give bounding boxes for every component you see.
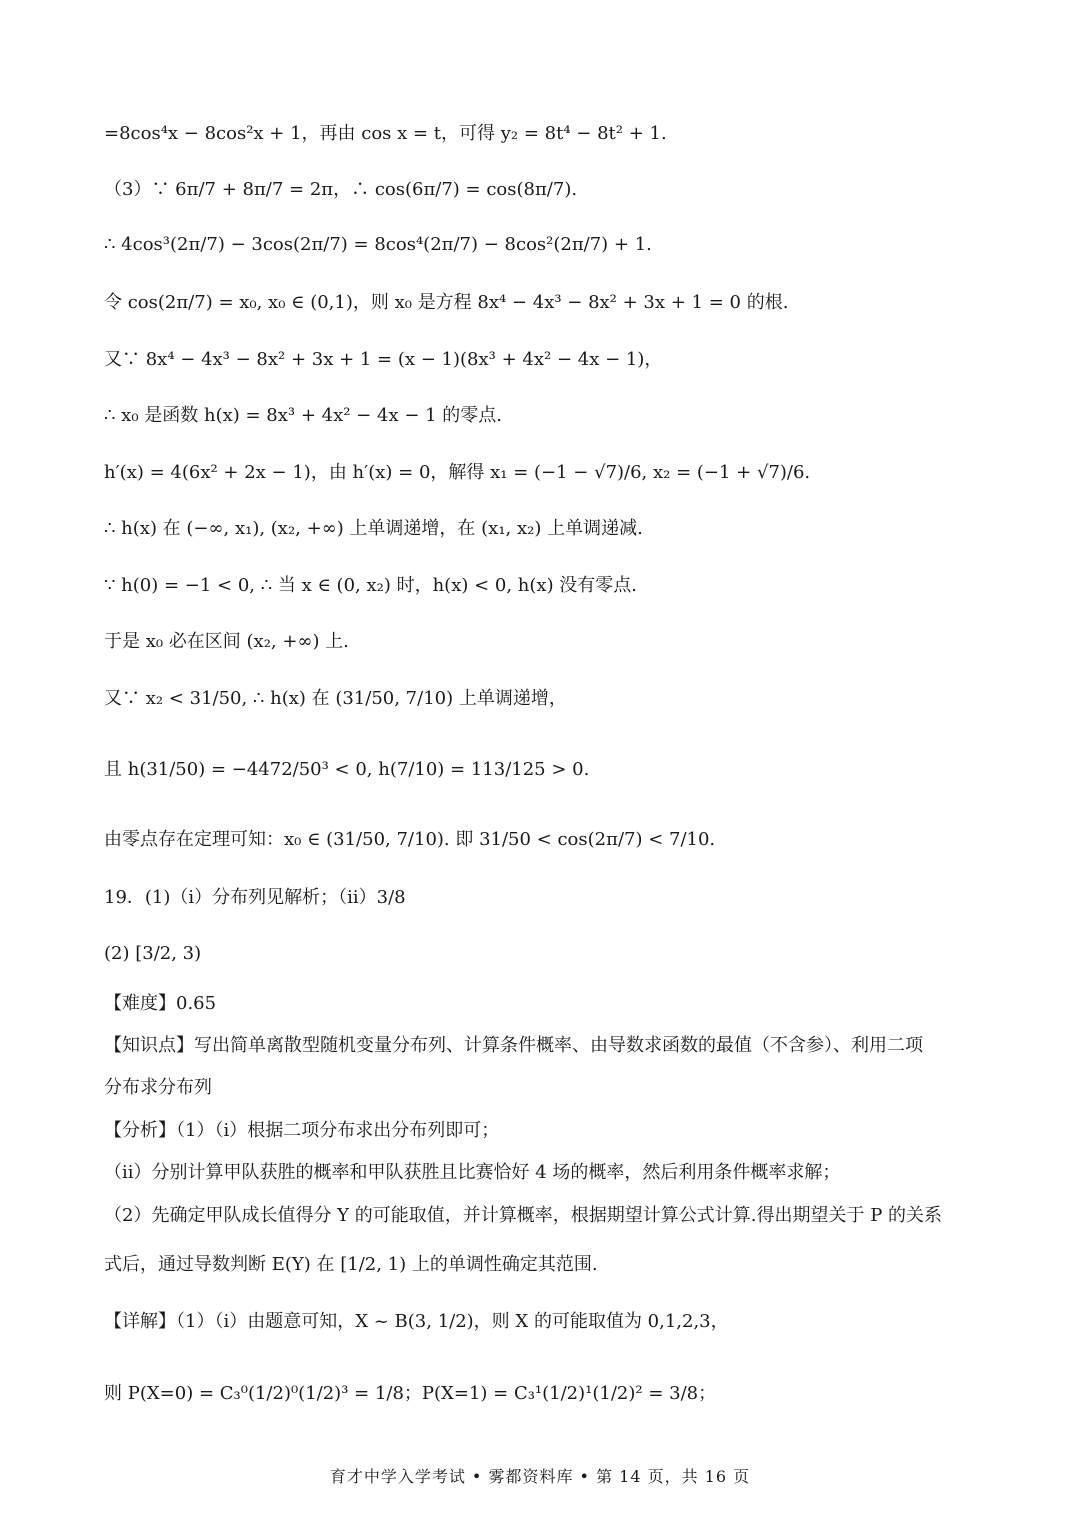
text-line: （3）∵ 6π/7 + 8π/7 = 2π，∴ cos(6π/7) = cos(8π/7). [104,179,578,200]
text-line: 又∵ 8x⁴ − 4x³ − 8x² + 3x + 1 = (x − 1)(8x³ + 4x² − 4x − 1)， [104,349,663,370]
text-line: (2) [3/2, 3) [104,942,202,964]
text-line: 【分析】（1）（i）根据二项分布求出分布列即可； [104,1120,500,1141]
text-line: ∴ x₀ 是函数 h(x) = 8x³ + 4x² − 4x − 1 的零点. [104,405,503,426]
page-footer [0,1460,1080,1490]
text-line: 【详解】（1）（i）由题意可知，X ~ B(3, 1/2)，则 X 的可能取值为 0,1,2,3， [104,1311,729,1332]
text-line: 【难度】0.65 [104,993,217,1014]
text-line: 于是 x₀ 必在区间 (x₂, +∞) 上. [104,631,349,652]
text-line: （2）先确定甲队成长值得分 Y 的可能取值，并计算概率，根据期望计算公式计算.得出期望关于 P 的关系 [104,1205,943,1226]
text-line: 分布求分布列 [104,1077,212,1098]
text-line: ∴ h(x) 在 (−∞, x₁), (x₂, +∞) 上单调递增，在 (x₁, x₂) 上单调递减. [104,518,643,539]
text-line: ∴ 4cos³(2π/7) − 3cos(2π/7) = 8cos⁴(2π/7) − 8cos²(2π/7) + 1. [104,233,652,255]
text-line: h′(x) = 4(6x² + 2x − 1)，由 h′(x) = 0，解得 x₁ = (−1 − √7)/6, x₂ = (−1 + √7)/6. [104,462,811,483]
text-line: （ii）分别计算甲队获胜的概率和甲队获胜且比赛恰好 4 场的概率，然后利用条件概率求解； [104,1162,841,1183]
text-line: 令 cos(2π/7) = x₀, x₀ ∈ (0,1)，则 x₀ 是方程 8x⁴ − 4x³ − 8x² + 3x + 1 = 0 的根. [104,292,789,313]
text-line: 由零点存在定理可知：x₀ ∈ (31/50, 7/10). 即 31/50 < cos(2π/7) < 7/10. [104,829,716,850]
text-line: 式后，通过导数判断 E(Y) 在 [1/2, 1) 上的单调性确定其范围. [104,1254,598,1275]
text-line: =8cos⁴x − 8cos²x + 1，再由 cos x = t，可得 y₂ = 8t⁴ − 8t² + 1. [104,123,667,144]
text-line: 又∵ x₂ < 31/50, ∴ h(x) 在 (31/50, 7/10) 上单调递增， [104,688,567,709]
text-line: 则 P(X=0) = C₃⁰(1/2)⁰(1/2)³ = 1/8；P(X=1) = C₃¹(1/2)¹(1/2)² = 3/8； [104,1383,717,1404]
text-line: 且 h(31/50) = −4472/50³ < 0, h(7/10) = 113/125 > 0. [104,759,590,780]
footer-text: 育才中学入学考试 • 雾都资料库 • 第 14 页，共 16 页 [329,1466,751,1486]
text-line: 19．(1)（i）分布列见解析；（ii）3/8 [104,887,406,908]
text-line: ∵ h(0) = −1 < 0, ∴ 当 x ∈ (0, x₂) 时，h(x) < 0, h(x) 没有零点. [104,575,638,596]
text-line: 【知识点】写出简单离散型随机变量分布列、计算条件概率、由导数求函数的最值（不含参）、利用二项 [104,1035,923,1056]
